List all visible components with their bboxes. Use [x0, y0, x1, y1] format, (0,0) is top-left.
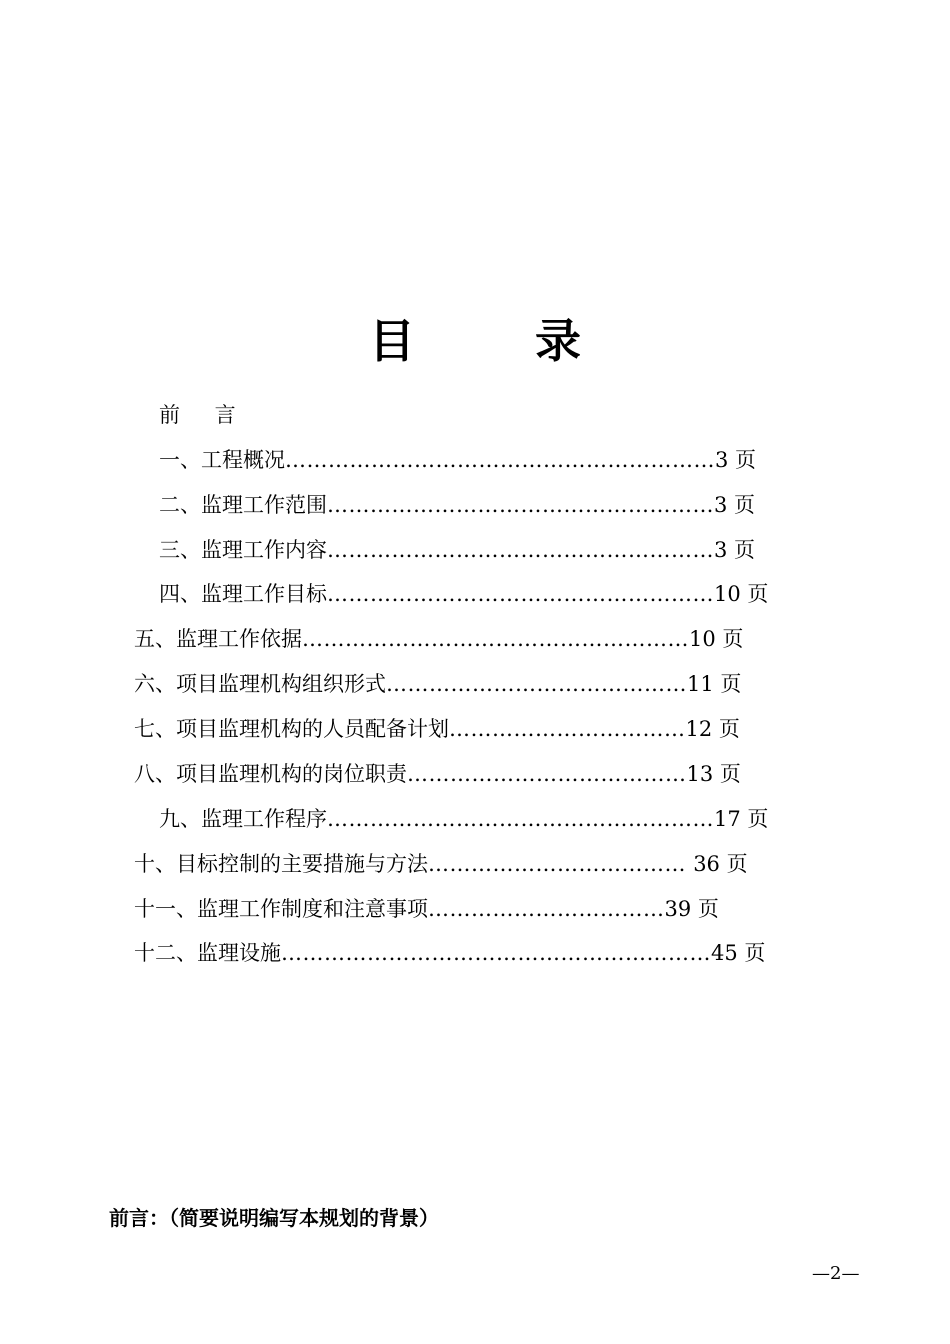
toc-entry[interactable] — [159, 805, 768, 833]
toc-entry-label: 七、项目监理机构的人员配备计划 — [134, 717, 449, 741]
page-number: —2— — [812, 1263, 860, 1284]
toc-leader-dots: ……………………………………………… — [302, 627, 689, 651]
toc-entry[interactable] — [159, 536, 755, 564]
toc-page-number: 11 页 — [687, 672, 742, 696]
toc-leader-dots: …………………………… — [428, 897, 665, 921]
toc-leader-dots: …………………………… — [449, 717, 686, 741]
toc-entry-label: 九、监理工作程序 — [159, 807, 327, 831]
toc-page-number: 3 页 — [715, 448, 757, 472]
toc-page-number: 45 页 — [711, 941, 766, 965]
toc-entry-label: 十一、监理工作制度和注意事项 — [134, 897, 428, 921]
toc-leader-dots: ……………………………………………… — [327, 582, 714, 606]
toc-entry[interactable] — [134, 760, 741, 788]
toc-page-number: 17 页 — [714, 807, 769, 831]
toc-page-number: 12 页 — [685, 717, 740, 741]
toc-page-number: 3 页 — [714, 538, 756, 562]
toc-entry-label: 四、监理工作目标 — [159, 582, 327, 606]
toc-entry[interactable] — [134, 625, 743, 653]
toc-leader-dots: …………………………………… — [386, 672, 687, 696]
toc-leader-dots: …………………………………………………… — [281, 941, 711, 965]
toc-leader-dots: ……………………………………………… — [327, 493, 714, 517]
toc-entry[interactable] — [159, 491, 755, 519]
toc-page-number: 36 页 — [693, 852, 748, 876]
toc-entry-label: 一、工程概况 — [159, 448, 285, 472]
toc-entry[interactable] — [134, 670, 741, 698]
toc-leader-dots: ……………………………… — [428, 852, 694, 876]
toc-entry[interactable] — [134, 895, 719, 923]
toc-page-number: 13 页 — [686, 762, 741, 786]
toc-preface: 前 言 — [159, 403, 250, 427]
toc-page-number: 3 页 — [714, 493, 756, 517]
toc-entry[interactable] — [134, 850, 748, 878]
page-title: 目 录 — [368, 314, 633, 368]
toc-entry-label: 六、项目监理机构组织形式 — [134, 672, 386, 696]
toc-page-number: 10 页 — [714, 582, 769, 606]
toc-entry-label: 八、项目监理机构的岗位职责 — [134, 762, 407, 786]
toc-leader-dots: ……………………………………………… — [327, 807, 714, 831]
toc-entry-label: 十二、监理设施 — [134, 941, 281, 965]
preface-heading: 前言：（简要说明编写本规划的背景） — [109, 1206, 439, 1230]
toc-entry[interactable] — [134, 939, 765, 967]
toc-entry-label: 二、监理工作范围 — [159, 493, 327, 517]
toc-leader-dots: ……………………………………………… — [327, 538, 714, 562]
toc-entry[interactable] — [134, 715, 740, 743]
toc-entry[interactable] — [159, 580, 768, 608]
toc-page-number: 10 页 — [689, 627, 744, 651]
toc-leader-dots: ………………………………… — [407, 762, 687, 786]
toc-entry[interactable] — [159, 446, 756, 474]
toc-leader-dots: …………………………………………………… — [285, 448, 715, 472]
toc-entry-label: 三、监理工作内容 — [159, 538, 327, 562]
toc-entry-label: 十、目标控制的主要措施与方法 — [134, 852, 428, 876]
toc-entry-label: 五、监理工作依据 — [134, 627, 302, 651]
toc-page-number: 39 页 — [664, 897, 719, 921]
